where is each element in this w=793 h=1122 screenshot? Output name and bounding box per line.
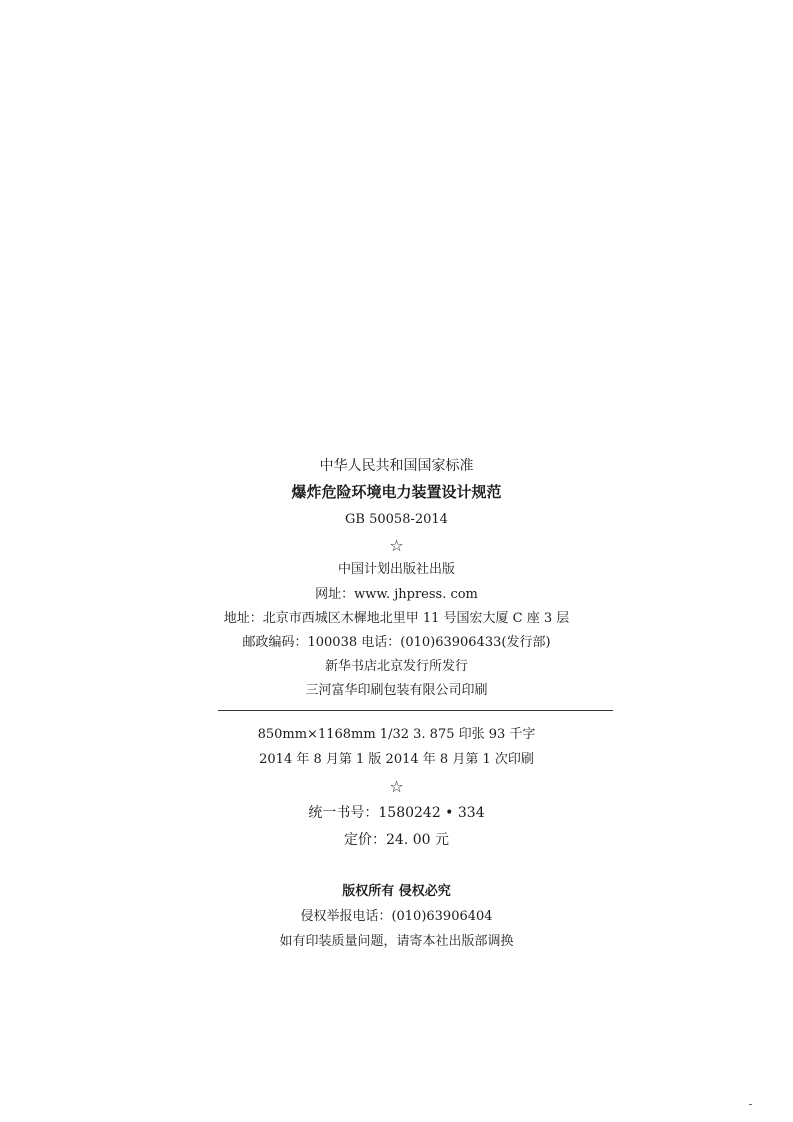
- distributor: 新华书店北京发行所发行: [324, 659, 468, 674]
- postal-code-and-phone: 邮政编码：100038 电话：(010)63906433(发行部): [242, 635, 551, 650]
- publisher: 中国计划出版社出版: [337, 562, 455, 577]
- website: 网址：www. jhpress. com: [315, 587, 478, 602]
- defect-notice: 如有印装质量问题，请寄本社出版部调换: [279, 934, 514, 949]
- series-title: 中华人民共和国国家标准: [319, 458, 474, 474]
- standard-number: GB 50058-2014: [345, 512, 448, 527]
- print-specs: 850mm×1168mm 1/32 3. 875 印张 93 千字: [257, 727, 536, 742]
- divider-rule: [218, 710, 613, 711]
- scan-speck: [749, 1104, 752, 1105]
- star-icon: ☆: [389, 777, 404, 796]
- star-icon: ☆: [389, 536, 404, 555]
- copyright-notice: 版权所有 侵权必究: [342, 884, 451, 899]
- edition-info: 2014 年 8 月第 1 版 2014 年 8 月第 1 次印刷: [259, 752, 534, 767]
- address: 地址：北京市西城区木樨地北里甲 11 号国宏大厦 C 座 3 层: [223, 611, 570, 626]
- piracy-hotline: 侵权举报电话：(010)63906404: [300, 909, 493, 924]
- book-title: 爆炸危险环境电力装置设计规范: [291, 483, 502, 501]
- price: 定价：24. 00 元: [344, 832, 449, 848]
- unified-book-number: 统一书号：1580242 • 334: [308, 805, 485, 821]
- printer: 三河富华印刷包装有限公司印刷: [305, 683, 488, 698]
